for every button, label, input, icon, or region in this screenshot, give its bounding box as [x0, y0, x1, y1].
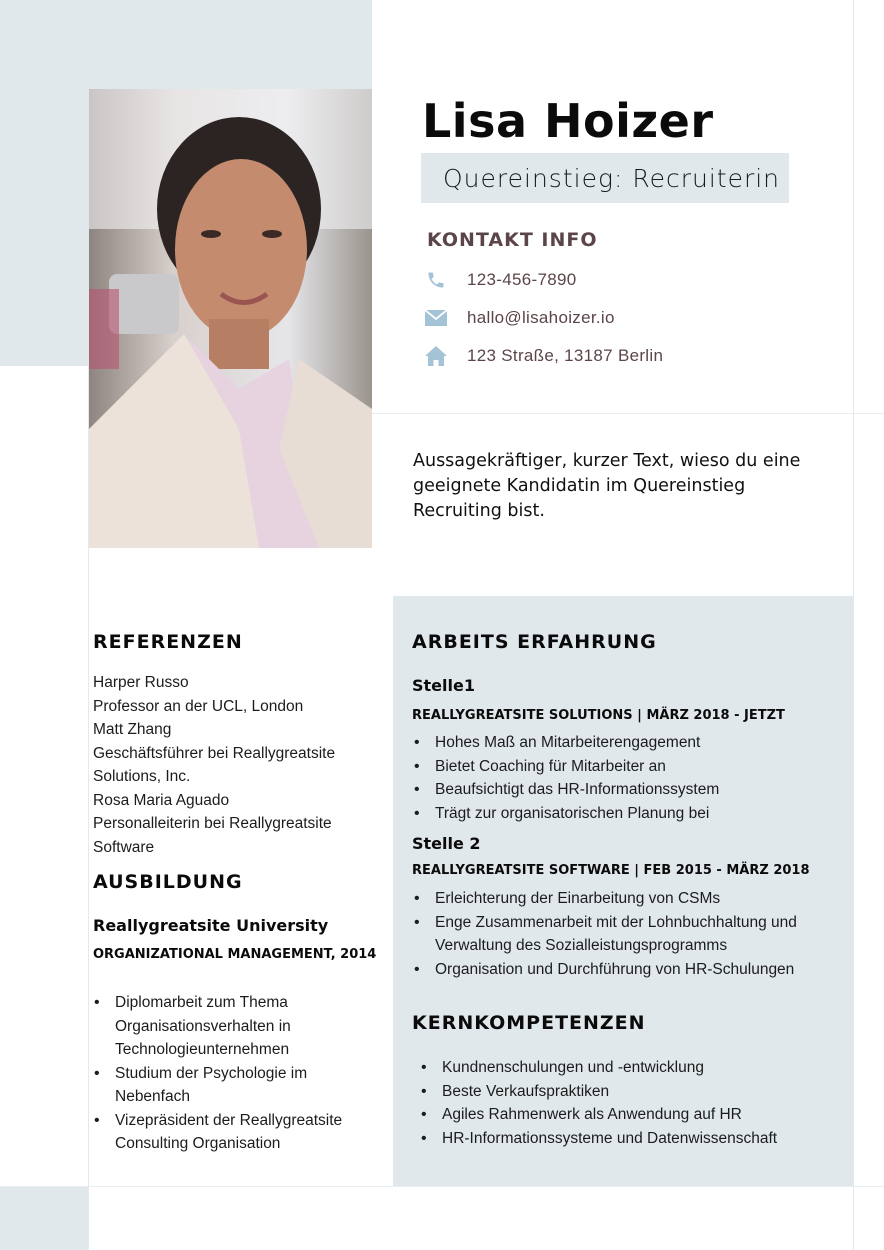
profile-summary: Aussagekräftiger, kurzer Text, wieso du eine geeignete Kandidatin im Quereinstieg Recruiting bist.	[413, 451, 801, 521]
job-2-title: Stelle 2	[412, 834, 481, 853]
education-bullet: • Diplomarbeit zum Thema Organisationsverhalten in Technologieunternehmen	[93, 991, 373, 1062]
job-bullet: • Erleichterung der Einarbeitung von CSMs	[413, 887, 833, 911]
guide-line-bottom	[0, 1186, 884, 1187]
education-title: AUSBILDUNG	[93, 871, 243, 893]
skill-bullet: • Beste Verkaufspraktiken	[420, 1080, 840, 1104]
skill-bullet: • HR-Informationssysteme und Datenwissenschaft	[420, 1127, 840, 1151]
reference-line: Matt Zhang	[93, 721, 172, 738]
reference-line: Harper Russo	[93, 674, 189, 691]
experience-title: ARBEITS ERFAHRUNG	[412, 631, 657, 653]
job-bullet: • Enge Zusammenarbeit mit der Lohnbuchhaltung und Verwaltung des Sozialleistungsprogramms	[413, 911, 833, 958]
candidate-name: Lisa Hoizer	[422, 94, 714, 148]
reference-line: Geschäftsführer bei Reallygreatsite	[93, 744, 336, 762]
job-1-bullets	[413, 731, 833, 825]
education-bullets	[93, 991, 373, 1156]
candidate-subtitle: Quereinstieg: Recruiterin	[443, 164, 781, 193]
contact-phone-text[interactable]: 123-456-7890	[467, 270, 577, 289]
education-degree: ORGANIZATIONAL MANAGEMENT, 2014	[93, 947, 377, 962]
bottom-left-bg-block	[0, 1186, 89, 1250]
skills-title: KERNKOMPETENZEN	[412, 1012, 646, 1034]
job-2-meta: REALLYGREATSITE SOFTWARE | FEB 2015 - MÄRZ 2018	[412, 863, 810, 878]
job-bullet: • Hohes Maß an Mitarbeiterengagement	[413, 731, 833, 755]
references-title: REFERENZEN	[93, 631, 243, 653]
reference-line: Solutions, Inc.	[93, 768, 191, 785]
skill-bullet: • Kundnenschulungen und -entwicklung	[420, 1056, 840, 1080]
job-1-title: Stelle1	[412, 676, 475, 695]
home-icon	[425, 345, 447, 367]
contact-email	[425, 305, 615, 331]
job-bullet: • Beaufsichtigt das HR-Informationssystem	[413, 778, 833, 802]
contact-phone	[425, 267, 576, 293]
mail-icon	[425, 307, 447, 329]
skill-bullet: • Agiles Rahmenwerk als Anwendung auf HR	[420, 1103, 840, 1127]
phone-icon	[425, 269, 447, 291]
contact-heading: KONTAKT INFO	[427, 229, 598, 251]
reference-line: Software	[93, 838, 155, 856]
job-bullet: • Trägt zur organisatorischen Planung bei	[413, 802, 833, 826]
job-2-bullets	[413, 887, 833, 981]
education-bullet: • Vizepräsident der Reallygreatsite Consulting Organisation	[93, 1109, 373, 1156]
references-list	[93, 671, 383, 859]
education-bullet: • Studium der Psychologie im Nebenfach	[93, 1062, 373, 1109]
guide-line-right	[853, 0, 854, 1250]
reference-line: Personalleiterin bei Reallygreatsite	[93, 815, 332, 832]
contact-address	[425, 343, 663, 369]
reference-line: Professor an der UCL, London	[93, 697, 304, 715]
job-bullet: • Organisation und Durchführung von HR-Schulungen	[413, 958, 833, 982]
contact-email-text[interactable]: hallo@lisahoizer.io	[467, 308, 615, 327]
contact-address-text: 123 Straße, 13187 Berlin	[467, 346, 664, 365]
education-school: Reallygreatsite University	[93, 916, 329, 935]
job-bullet: • Bietet Coaching für Mitarbeiter an	[413, 755, 833, 779]
job-1-meta: REALLYGREATSITE SOLUTIONS | MÄRZ 2018 - JETZT	[412, 708, 785, 723]
profile-photo	[89, 89, 372, 548]
guide-line-mid	[372, 413, 884, 414]
skills-bullets	[420, 1056, 840, 1150]
reference-line: Rosa Maria Aguado	[93, 791, 230, 809]
